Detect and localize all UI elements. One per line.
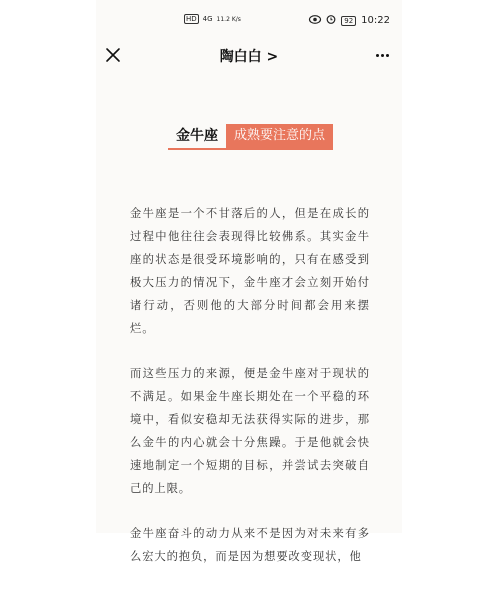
more-icon-dot [386, 54, 389, 57]
more-icon-dot [381, 54, 384, 57]
account-title[interactable]: 陶白白 > [219, 49, 279, 65]
phone-screen [96, 0, 402, 563]
clock: 10:22 [361, 15, 390, 26]
network-status [184, 14, 241, 24]
paragraph: 金牛座是一个不甘落后的人，但是在成长的过程中他往往会表现得比较佛系。其实金牛座的状态是很受环境影响的，只有在感受到极大压力的情况下，金牛座才会立刻开始付诸行动，否则他的大部分时间都会用来摆烂。 [130, 207, 370, 335]
paragraph: 而这些压力的来源，便是金牛座对于现状的不满足。如果金牛座长期处在一个平稳的环境中，看似安稳却无法获得实际的进步，那么金牛的内心就会十分焦躁。于是他就会快速地制定一个短期的目标，并尝试去突破自己的上限。 [130, 367, 370, 495]
battery-icon: 92 [341, 16, 356, 26]
status-bar [96, 8, 402, 34]
article-heading [168, 124, 333, 150]
paragraph: 金牛座奋斗的动力从来不是因为对未来有多么宏大的抱负，而是因为想要改变现状，他 [130, 527, 370, 563]
more-button[interactable] [370, 44, 394, 66]
status-icons [309, 14, 390, 27]
nav-bar [96, 38, 402, 72]
heading-sub: 成熟要注意的点 [226, 124, 333, 150]
hd-icon: HD [186, 15, 197, 23]
alarm-icon [326, 14, 336, 27]
signal-icon: 4G [202, 14, 213, 23]
heading-main: 金牛座 [168, 124, 226, 150]
eye-icon [309, 15, 321, 27]
article-body [130, 202, 370, 590]
network-speed: 11.2 K/s [216, 15, 241, 23]
more-icon [376, 54, 379, 57]
